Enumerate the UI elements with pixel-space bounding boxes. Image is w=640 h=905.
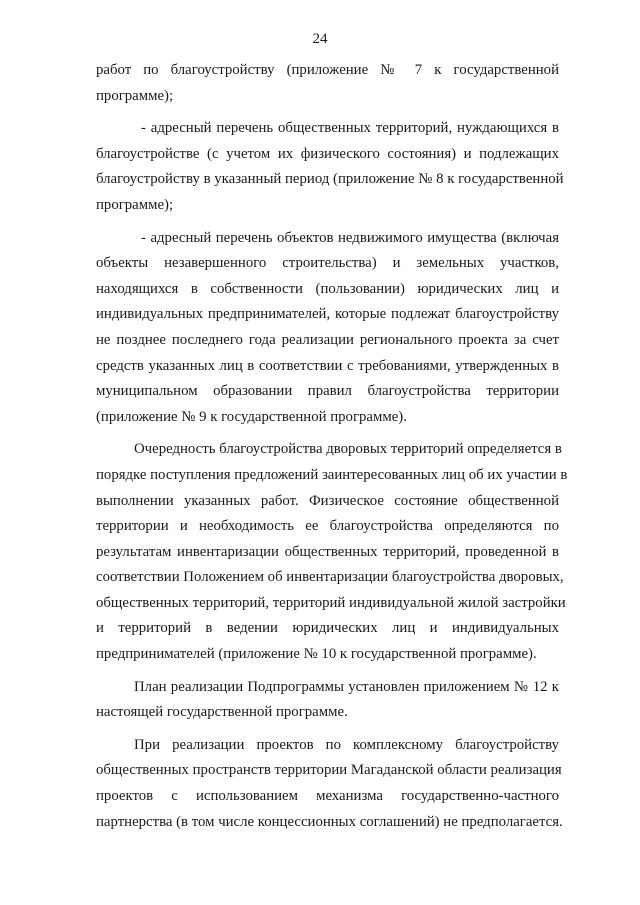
text-line: не позднее последнего года реализации регионального проекта за счет [96, 331, 559, 348]
text-line: находящихся в собственности (пользовании) юридических лиц и [96, 280, 559, 297]
text-line: выполнении указанных работ. Физическое состояние общественной [96, 492, 559, 509]
paragraph-list-item [96, 226, 559, 431]
text-line: территории и необходимость ее благоустройства определяются по [96, 518, 559, 535]
text-line: При реализации проектов по комплексному благоустройству [134, 736, 559, 753]
text-line: проектов с использованием механизма государственно-частного [96, 788, 559, 805]
text-line: (приложение № 9 к государственной программе). [96, 408, 407, 425]
paragraph-continuation [96, 58, 559, 109]
text-line: партнерства (в том числе концессионных соглашений) не предполагается. [96, 813, 563, 830]
text-line: муниципальном образовании правил благоустройства территории [96, 383, 559, 400]
text-line: Очередность благоустройства дворовых территорий определяется в [134, 441, 562, 458]
paragraph [96, 733, 563, 835]
text-line: План реализации Подпрограммы установлен приложением № 12 к [134, 678, 559, 695]
paragraph [96, 437, 568, 667]
text-line: соответствии Положением об инвентаризации благоустройства дворовых, [96, 569, 564, 586]
text-line: порядке поступления предложений заинтересованных лиц об их участии в [96, 466, 568, 483]
text-line: программе); [96, 196, 174, 213]
page-number: 24 [312, 31, 328, 47]
text-line: индивидуальных предпринимателей, которые подлежат благоустройству [96, 306, 559, 323]
text-line: общественных территорий, территорий индивидуальной жилой застройки [96, 594, 566, 611]
text-line: работ по благоустройству (приложение № 7 к государственной [96, 62, 559, 78]
text-line: и территорий в ведении юридических лиц и индивидуальных [96, 620, 559, 637]
paragraph-list-item [96, 116, 564, 218]
text-line: благоустройстве (с учетом их физического состояния) и подлежащих [96, 145, 559, 162]
text-line: средств указанных лиц в соответствии с требованиями, утвержденных в [96, 357, 559, 374]
paragraph [96, 675, 559, 726]
text-line: результатам инвентаризации общественных территорий, проведенной в [96, 543, 559, 560]
text-line: - адресный перечень общественных территорий, нуждающихся в [141, 120, 559, 137]
text-line: предпринимателей (приложение № 10 к государственной программе). [96, 646, 537, 663]
document-body [96, 58, 568, 842]
text-line: - адресный перечень объектов недвижимого имущества (включая [141, 229, 559, 246]
text-line: общественных пространств территории Магаданской области реализация [96, 762, 562, 779]
text-line: объекты незавершенного строительства) и земельных участков, [96, 255, 559, 272]
text-line: программе); [96, 87, 174, 104]
text-line: настоящей государственной программе. [96, 704, 348, 721]
text-line: благоустройству в указанный период (приложение № 8 к государственной [96, 171, 564, 188]
